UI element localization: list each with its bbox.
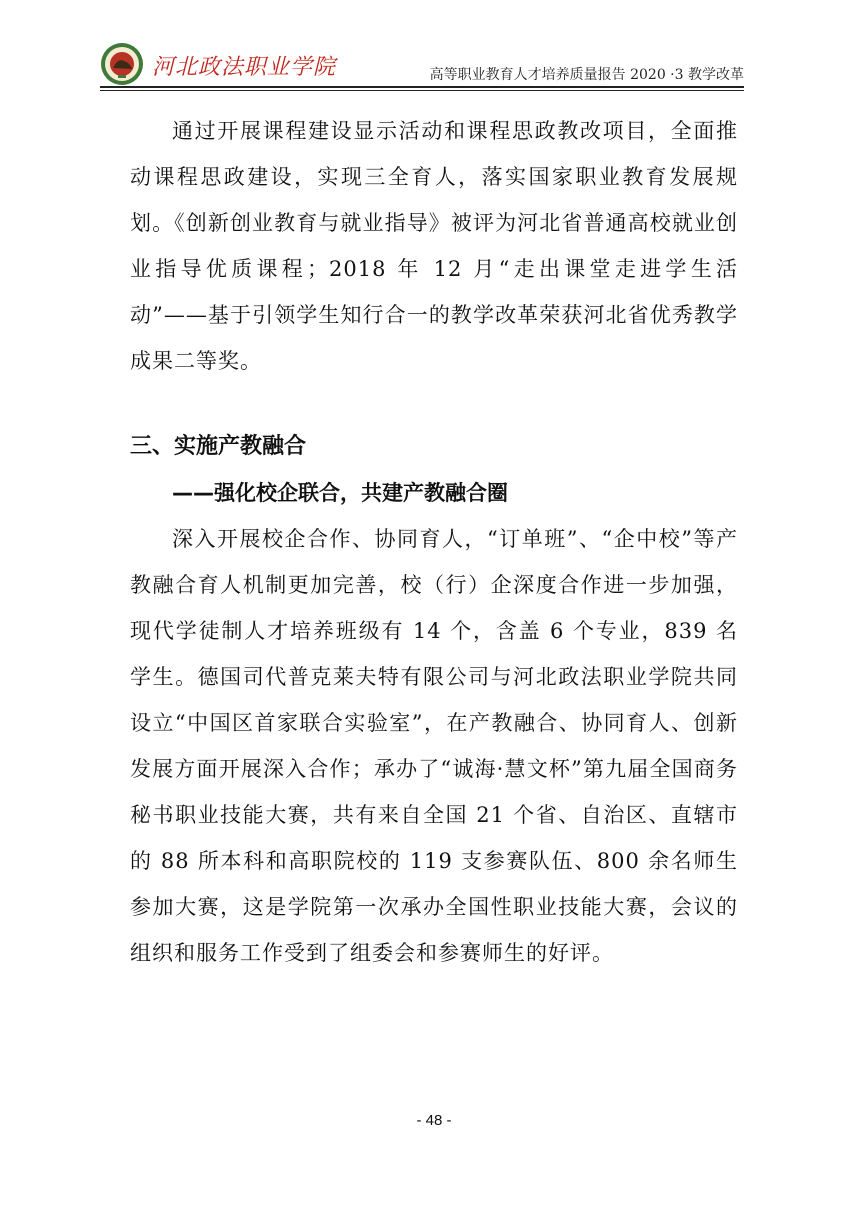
college-name: 河北政法职业学院 [152, 55, 337, 80]
header-rule-thick [100, 86, 744, 88]
page-content [130, 108, 738, 976]
paragraph-2: 深入开展校企合作、协同育人，“订单班”、“企中校”等产教融合育人机制更加完善，校（行）企深度合作进一步加强，现代学徒制人才培养班级有 14 个，含盖 6 个专业，839 名学生。德国司代普克莱夫特有限公司与河北政法职业学院共同设立“中国区首家联合实验室”，在产教融合、协同育人、创新发展方面开展深入合作；承办了“诚海·慧文杯”第九届全国商务秘书职业技能大赛，共有来自全国 21 个省、自治区、直辖市的 88 所本科和高职院校的 119 支参赛队伍、800 余名师生参加大赛，这是学院第一次承办全国性职业技能大赛，会议的组织和服务工作受到了组委会和参赛师生的好评。 [130, 527, 738, 965]
section-subheading: ——强化校企联合，共建产教融合圈 [172, 481, 508, 505]
page-number: - 48 - [416, 1112, 452, 1129]
paragraph-1: 通过开展课程建设显示活动和课程思政教改项目，全面推动课程思政建设，实现三全育人，落实国家职业教育发展规划。《创新创业教育与就业指导》被评为河北省普通高校就业创业指导优质课程；2018 年 12 月“走出课堂走进学生活动”——基于引领学生知行合一的教学改革荣获河北省优秀教学成果二等奖。 [130, 119, 738, 373]
section-heading: 三、实施产教融合 [130, 434, 307, 459]
page-header [100, 42, 744, 86]
header-rule-thin [100, 90, 744, 91]
college-seal-icon [100, 42, 144, 86]
report-title: 高等职业教育人才培养质量报告 2020 ·3 教学改革 [429, 67, 744, 83]
